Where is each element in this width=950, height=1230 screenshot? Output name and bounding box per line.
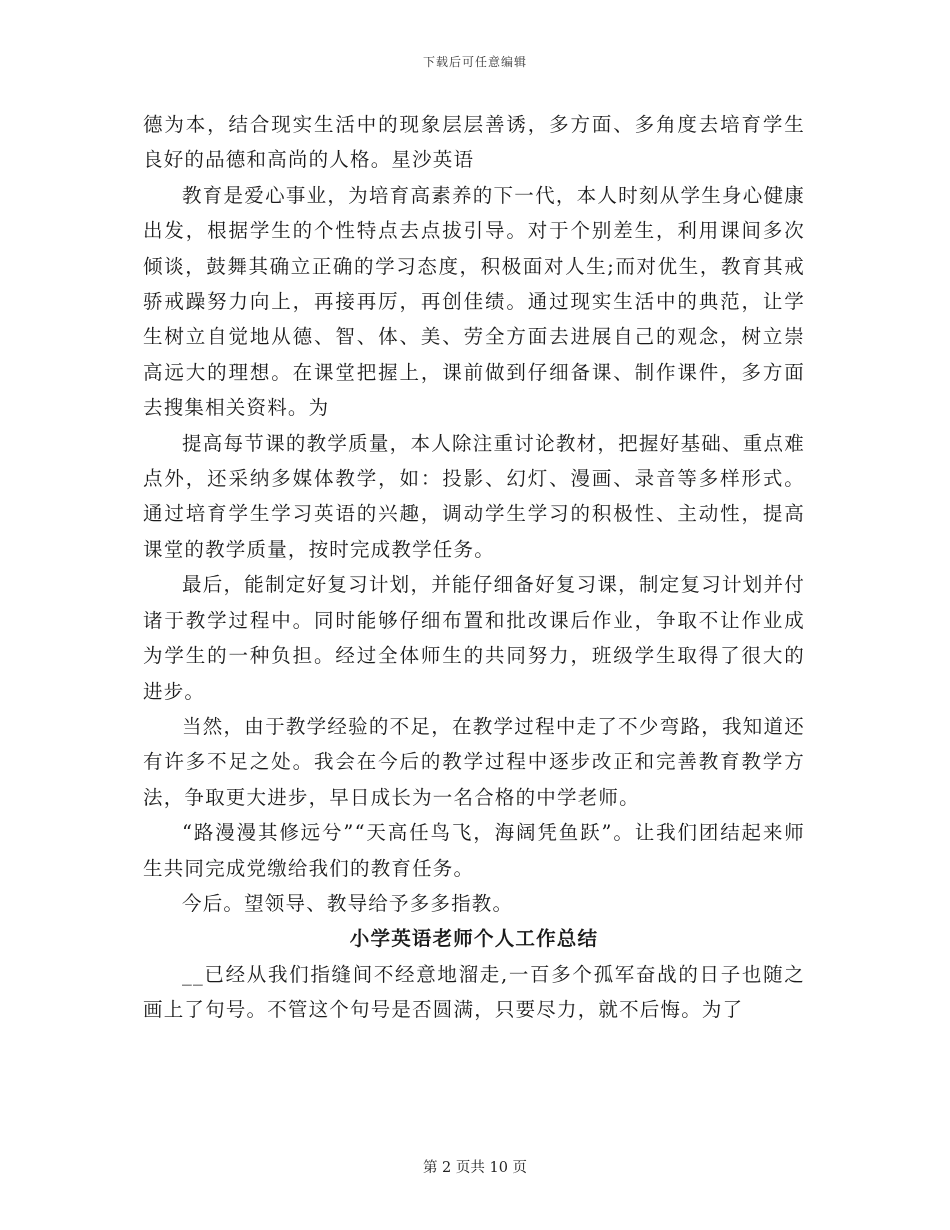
- document-body: [143, 107, 805, 1028]
- paragraph-7: 今后。望领导、教导给予多多指教。: [182, 891, 514, 915]
- paragraph-3: 提高每节课的教学质量，本人除注重讨论教材，把握好基础、重点难点外，还采纳多媒体教学，如：投影、幻灯、漫画、录音等多样形式。通过培育学生学习英语的兴趣，调动学生学习的积极性、主动性，提高课堂的教学质量，按时完成教学任务。: [143, 431, 805, 561]
- section-title: 小学英语老师个人工作总结: [349, 927, 599, 951]
- paragraph-8: __已经从我们指缝间不经意地溜走,一百多个孤军奋战的日子也随之画上了句号。不管这个句号是否圆满，只要尽力，就不后悔。为了: [143, 962, 805, 1022]
- paragraph-2: 教育是爱心事业，为培育高素养的下一代，本人时刻从学生身心健康出发，根据学生的个性特点去点拔引导。对于个别差生，利用课间多次倾谈，鼓舞其确立正确的学习态度，积极面对人生;而对优生，教育其戒骄戒躁努力向上，再接再厉，再创佳绩。通过现实生活中的典范，让学生树立自觉地从德、智、体、美、劳全方面去进展自己的观念，树立崇高远大的理想。在课堂把握上，课前做到仔细备课、制作课件，多方面去搜集相关资料。为: [143, 183, 805, 420]
- paragraph-5: 当然，由于教学经验的不足，在教学过程中走了不少弯路，我知道还有许多不足之处。我会在今后的教学过程中逐步改正和完善教育教学方法，争取更大进步，早日成长为一名合格的中学老师。: [143, 714, 805, 809]
- header-note: 下载后可任意编辑: [422, 55, 527, 69]
- page-number: 第 2 页共 10 页: [422, 1160, 528, 1176]
- paragraph-1: 德为本，结合现实生活中的现象层层善诱，多方面、多角度去培育学生良好的品德和高尚的人格。星沙英语: [143, 113, 805, 172]
- paragraph-4: 最后，能制定好复习计划，并能仔细备好复习课，制定复习计划并付诸于教学过程中。同时能够仔细布置和批改课后作业，争取不让作业成为学生的一种负担。经过全体师生的共同努力，班级学生取得了很大的进步。: [143, 573, 805, 703]
- paragraph-6: “路漫漫其修远兮”“天高任鸟飞，海阔凭鱼跃”。让我们团结起来师生共同完成党缴给我们的教育任务。: [143, 821, 805, 880]
